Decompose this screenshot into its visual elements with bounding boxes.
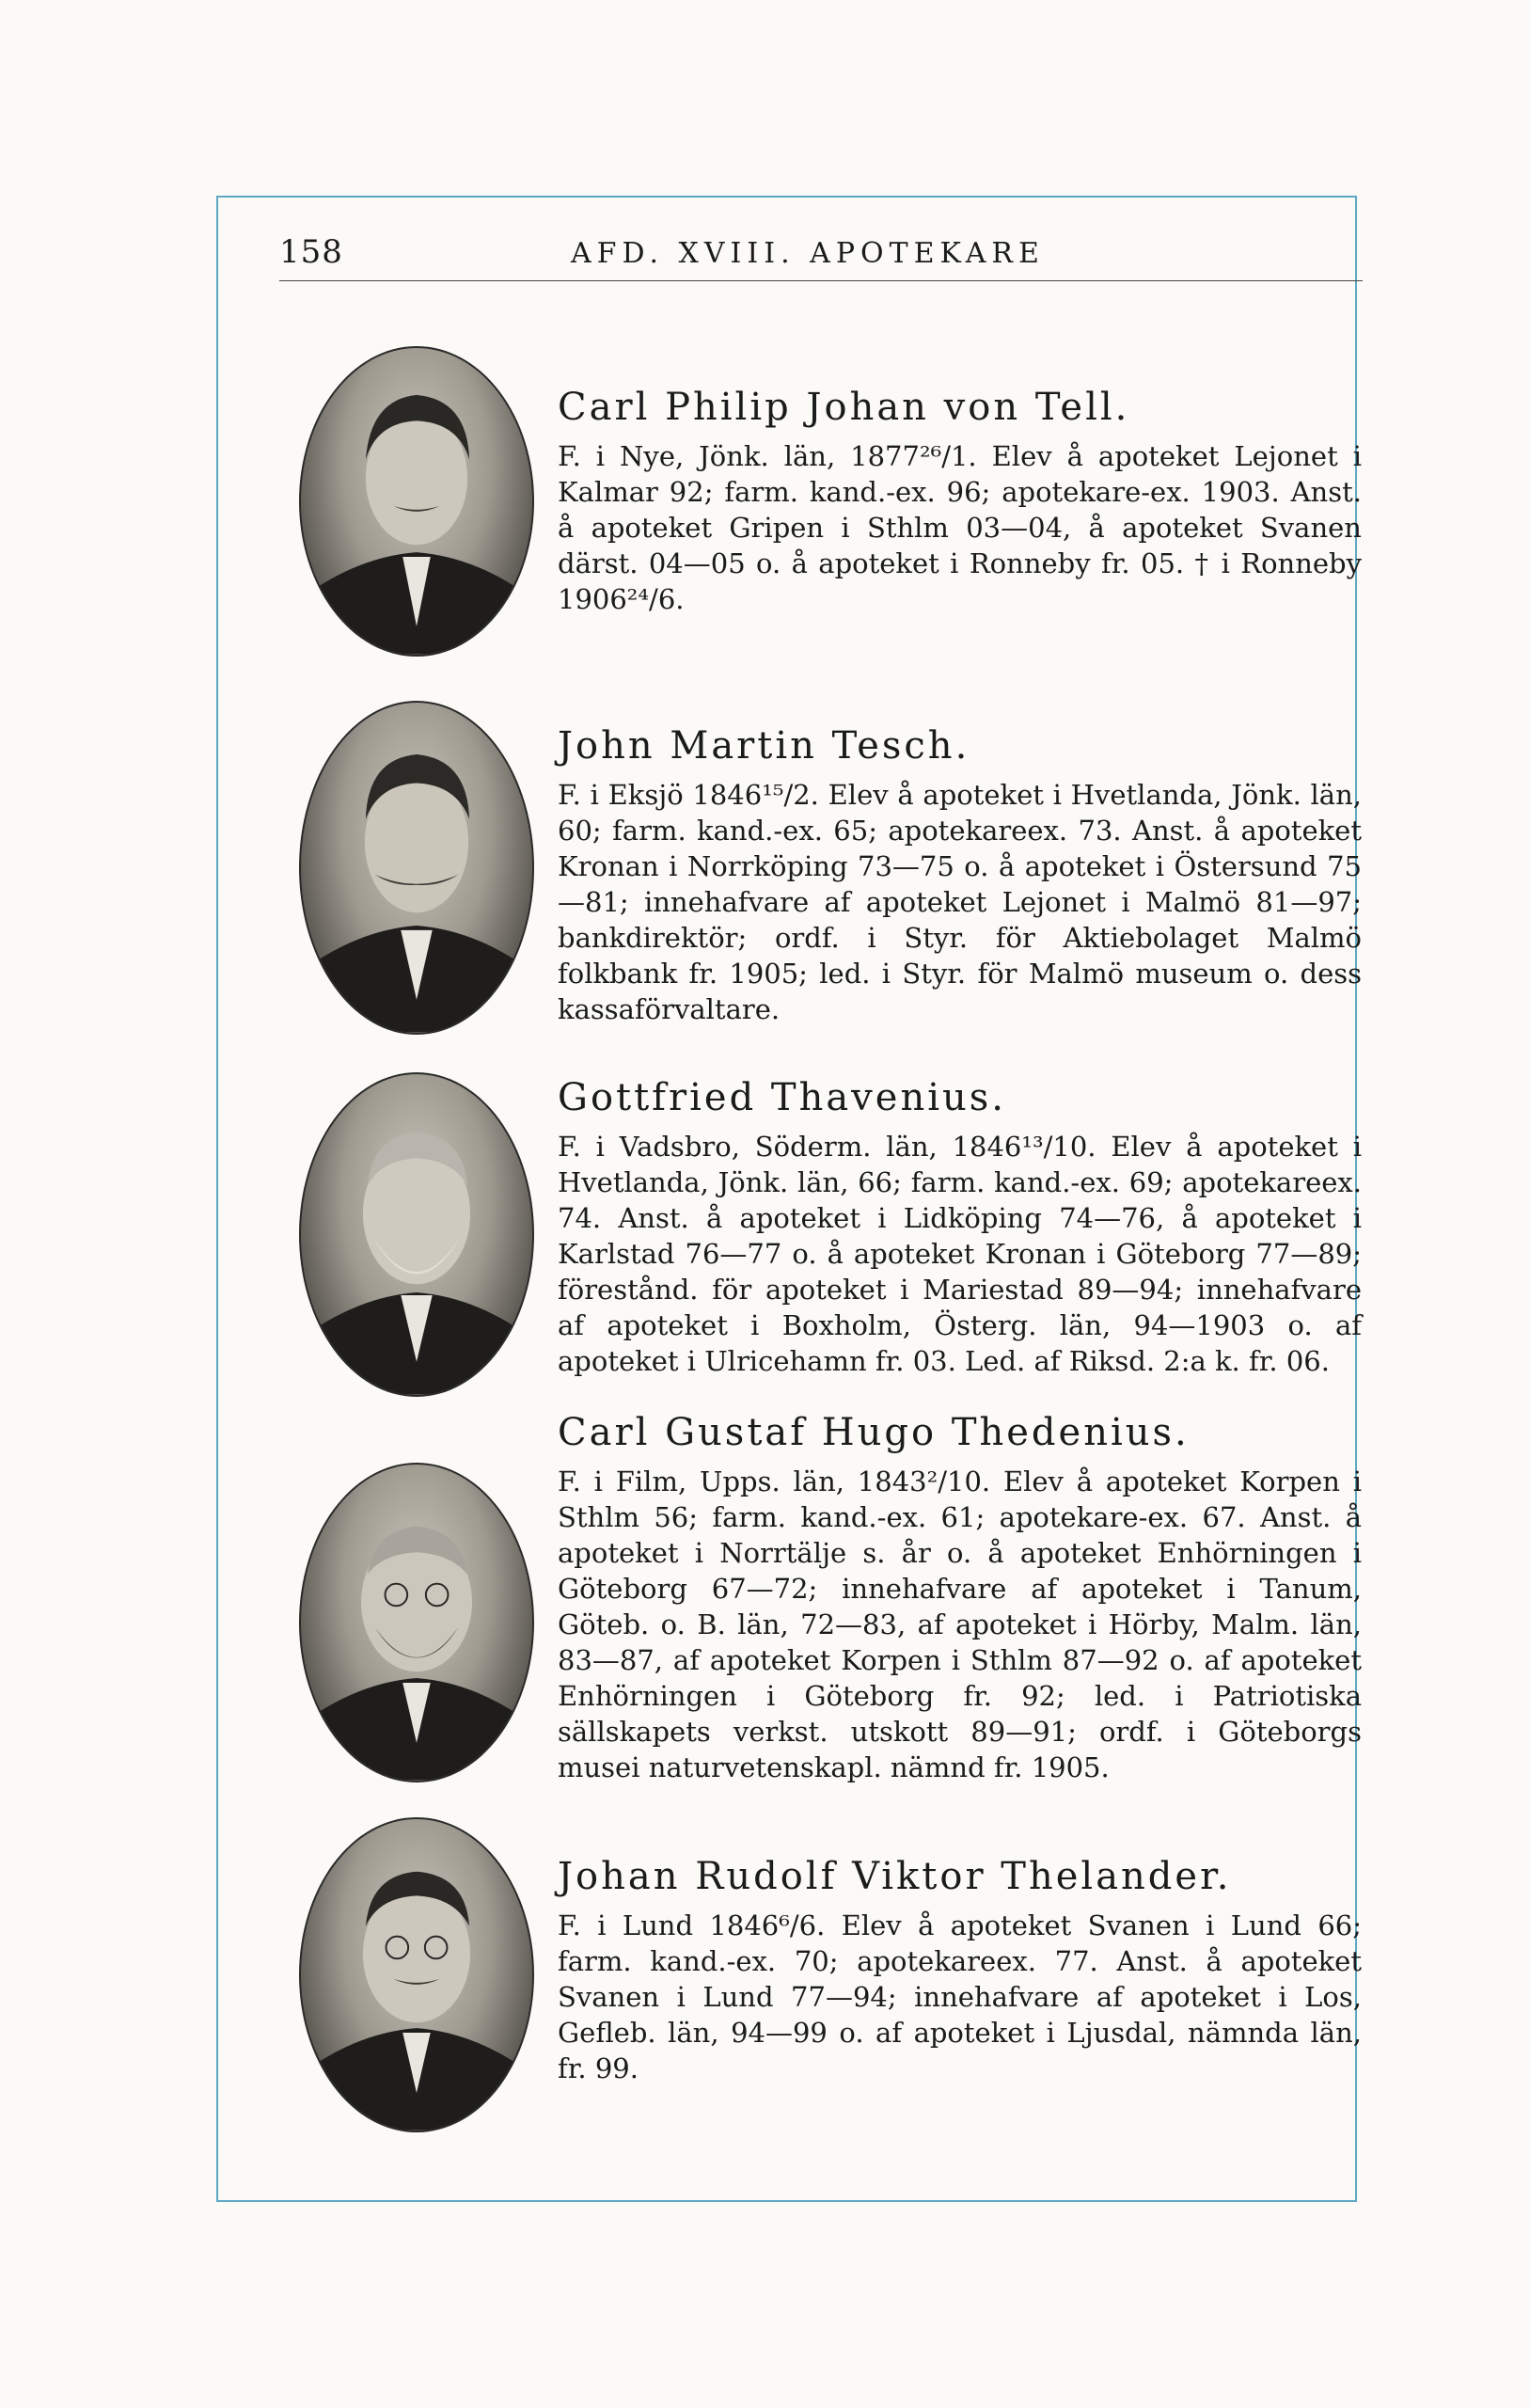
portrait-figure-icon (301, 1819, 532, 2131)
entry-name: Johan Rudolf Viktor Thelander. (558, 1855, 1232, 1898)
entry-biography: F. i Nye, Jönk. län, 1877²⁶/1. Elev å apoteket Lejonet i Kalmar 92; farm. kand.-ex. 96; apotekare-ex. 1903. Anst. å apoteket Gripen i Sthlm 03—04, å apoteket Svanen därst. 04—05 o. å apoteket i Ronneby fr. 05. † i Ronneby 1906²⁴/6. (558, 440, 1362, 615)
portrait-figure-icon (301, 703, 532, 1033)
portrait-figure-icon (301, 1074, 532, 1395)
portrait-photo (299, 1072, 534, 1397)
entry-biography: F. i Film, Upps. län, 1843²/10. Elev å apoteket Korpen i Sthlm 56; farm. kand.-ex. 61; apotekare-ex. 67. Anst. å apoteket i Norrtälje s. år o. å apoteket Enhörningen i Göteborg 67—72; innehafvare af apoteket i Tanum, Göteb. o. B. län, 72—83, af apoteket i Hörby, Malm. län, 83—87, af apoteket Korpen i Sthlm 87—92 o. af apoteket Enhörningen i Göteborg fr. 92; led. i Patriotiska sällskapets verkst. utskott 89—91; ordf. i Göteborgs musei naturvetenskapl. nämnd fr. 1905. (558, 1465, 1362, 1783)
page-header (279, 233, 1363, 281)
portrait-photo (299, 346, 534, 657)
entry-biography: F. i Eksjö 1846¹⁵/2. Elev å apoteket i Hvetlanda, Jönk. län, 60; farm. kand.-ex. 65; apotekareex. 73. Anst. å apoteket Kronan i Norrköping 73—75 o. å apoteket i Östersund 75—81; innehafvare af apoteket Lejonet i Malmö 81—97; bankdirektör; ordf. i Styr. för Aktiebolaget Malmö folkbank fr. 1905; led. i Styr. för Malmö museum o. dess kassaförvaltare. (558, 779, 1362, 1025)
entry-biography: F. i Vadsbro, Söderm. län, 1846¹³/10. Elev å apoteket i Hvetlanda, Jönk. län, 66; farm. kand.-ex. 69; apotekareex. 74. Anst. å apoteket i Lidköping 74—76, å apoteket i Karlstad 76—77 o. å apoteket Kronan i Göteborg 77—89; förestånd. för apoteket i Mariestad 89—94; innehafvare af apoteket i Boxholm, Österg. län, 94—1903 o. af apoteket i Ulricehamn fr. 03. Led. af Riksd. 2:a k. fr. 06. (558, 1131, 1362, 1377)
entry-name: Carl Gustaf Hugo Thedenius. (558, 1411, 1190, 1454)
entry-name: Gottfried Thavenius. (558, 1076, 1007, 1119)
portrait-photo (299, 701, 534, 1035)
page-number: 158 (279, 233, 343, 271)
portrait-photo (299, 1463, 534, 1782)
entry-biography: F. i Lund 1846⁶/6. Elev å apoteket Svanen i Lund 66; farm. kand.-ex. 70; apotekareex. 77. Anst. å apoteket Svanen i Lund 77—94; innehafvare af apoteket i Los, Gefleb. län, 94—99 o. af apoteket i Ljusdal, nämnda län, fr. 99. (558, 1909, 1362, 2084)
portrait-figure-icon (301, 1465, 532, 1781)
running-head: AFD. XVIII. APOTEKARE (571, 237, 1045, 270)
entry-name: Carl Philip Johan von Tell. (558, 386, 1130, 429)
entry-name: John Martin Tesch. (558, 724, 970, 768)
portrait-figure-icon (301, 348, 532, 655)
portrait-photo (299, 1817, 534, 2132)
